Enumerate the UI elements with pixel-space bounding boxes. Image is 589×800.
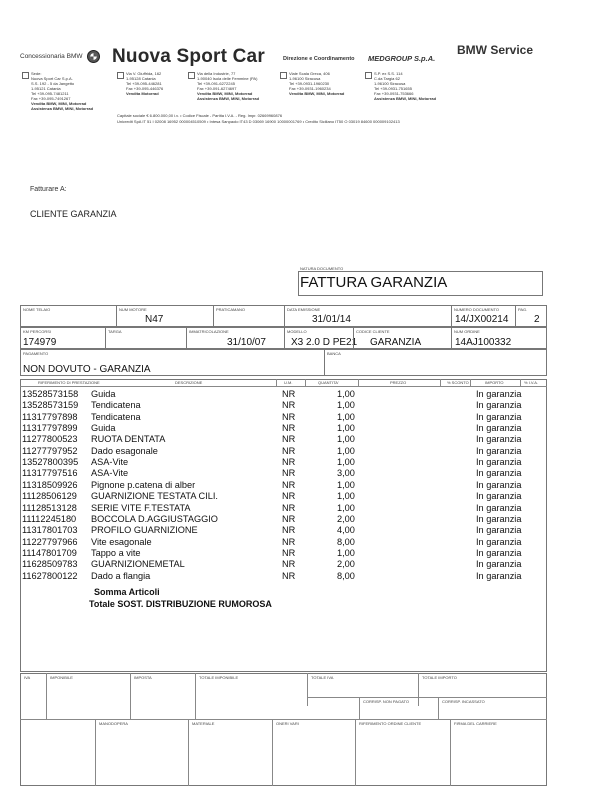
doc-type-caption: NATURA DOCUMENTO [300,266,344,271]
site-line: 1-95128 Catania [126,76,156,81]
site-line: C.da Targia 62 [374,76,400,81]
data-value: 31/01/14 [312,314,351,325]
item-quantity: 2,00 [337,513,355,524]
item-quantity: 1,00 [337,411,355,422]
immatricolazione-label: IMMATRICOLAZIONE [189,329,229,334]
item-unit: NR [282,423,296,434]
item-ref: 11128513128 [22,502,77,513]
banca-label: BANCA [327,351,341,356]
site-block-3 [188,71,278,101]
site-line: 1-90040 Isola delle Femmine (PA) [197,76,258,81]
footer-label-manodopera: MANODOPERA [99,721,128,726]
site-lines-2 [126,71,187,96]
footer-label-tot-imponibile: TOTALE IMPONIBILE [199,675,239,680]
item-quantity: 1,00 [337,502,355,513]
col-divider [305,379,306,386]
footer-label-imposta: IMPOSTA [134,675,152,680]
table-row [20,434,540,445]
footer-label-oneri: ONERI VARI [276,721,299,726]
immatricolazione-cell [186,327,285,349]
col-header-importo: IMPORTO [485,380,504,385]
footer-label-non-pagato: CORRISP. NON PAGATO [363,699,409,704]
item-ref: 11147801709 [22,547,77,558]
km-value: 174979 [23,337,57,348]
item-amount: In garanzia [476,457,522,468]
item-amount: In garanzia [476,491,522,502]
item-description: Dado a flangia [91,570,151,581]
item-description: GUARNIZIONE TESTATA CILI. [91,491,218,502]
item-amount: In garanzia [476,525,522,536]
numero-label: NUMERO DOCUMENTO [454,307,500,312]
site-line: Tel +39-095-7481211 [31,91,69,96]
table-row [20,423,540,434]
site-lines-1 [31,71,114,111]
num-ordine-value: 14AJ100332 [455,337,512,348]
customer-name: CLIENTE GARANZIA [30,209,117,219]
item-unit: NR [282,389,296,399]
item-description: Tendicatena [91,400,141,411]
col-divider [358,379,359,386]
item-description: Pignone p.catena di alber [91,479,196,490]
item-ref: 11112245180 [22,513,77,524]
item-amount: In garanzia [476,570,522,581]
item-amount: In garanzia [476,389,522,399]
footer-label-tot-iva: TOTALE IVA [311,675,334,680]
site-line: Tel +39-0931-751655 [374,86,412,91]
table-row [20,400,540,411]
footer-divider [272,719,273,786]
footer-label-incassato: CORRISP. INCASSATO [442,699,485,704]
item-amount: In garanzia [476,434,522,445]
item-description: Guida [91,389,116,399]
item-quantity: 1,00 [337,547,355,558]
banca-cell [324,349,547,376]
footer-divider [438,697,439,720]
summary-line-2: Totale SOST. DISTRIBUZIONE RUMOROSA [89,599,272,609]
bank-line: Unicredit SpA IT 51 I 02008 16952 000004510509 • Intesa Sanpaolo IT43 D 03069 16900 10000001769 • Credito Siciliano IT50 O 03019 84600 000009102413 [117,119,400,124]
codice-cliente-cell [353,327,452,349]
checkbox-icon [188,72,195,79]
table-row [20,514,540,525]
item-description: RUOTA DENTATA [91,434,166,445]
site-lines-3 [197,71,278,101]
col-header-iva: % I.V.A. [524,380,539,385]
pratica-label: PRATICAMANO [216,307,246,312]
site-line: Via V. Giuffrida, 162 [126,71,162,76]
site-line: Vendita BMW, MINI, Motorrad [289,91,345,96]
item-description: Tendicatena [91,411,141,422]
table-row [20,446,540,457]
num-motore-value: N47 [145,314,164,325]
item-amount: In garanzia [476,468,522,479]
item-ref: 11227797966 [22,536,78,547]
footer-box [20,673,547,786]
col-header-desc: DESCRIZIONE [175,380,203,385]
pagamento-cell [20,349,325,376]
item-quantity: 1,00 [337,445,355,456]
table-row [20,480,540,491]
footer-divider [359,697,360,720]
bmw-service-label: BMW Service [457,43,534,57]
item-amount: In garanzia [476,502,522,513]
km-label: KM PERCORSI [23,329,52,334]
item-quantity: 1,00 [337,389,355,399]
col-header-prezzo: PREZZO [390,380,407,385]
footer-hline [20,719,547,720]
data-cell [284,305,452,327]
item-quantity: 1,00 [337,434,355,445]
item-unit: NR [282,536,296,547]
item-amount: In garanzia [476,547,522,558]
footer-divider [307,673,308,706]
item-unit: NR [282,434,296,445]
checkbox-icon [365,72,372,79]
item-unit: NR [282,491,296,502]
item-unit: NR [282,457,296,468]
direzione-label: Direzione e Coordinamento [283,56,355,62]
targa-cell [105,327,187,349]
pag-value: 2 [534,314,540,325]
table-row [20,503,540,514]
item-quantity: 1,00 [337,400,355,411]
site-line: Fax +39-091-6274697 [197,86,237,91]
site-line: S.P. ex S.S. 114 [374,71,403,76]
pratica-cell [213,305,285,327]
codice-cliente-value: GARANZIA [370,337,422,348]
col-header-ref: RIFERIMENTO DI PRESTAZIONE [38,380,100,385]
concessionaria-label: Concessionaria BMW [20,53,83,60]
item-amount: In garanzia [476,513,522,524]
footer-divider [195,673,196,720]
table-row [20,491,540,502]
num-motore-cell [116,305,214,327]
site-line: Tel +39-0931-1960230 [289,81,330,86]
table-row [20,468,540,479]
site-lines-4 [289,71,364,96]
table-row [20,412,540,423]
nome-telaio-cell [20,305,117,327]
site-line: Sede: [31,71,42,76]
footer-divider [95,719,96,786]
item-quantity: 1,00 [337,423,355,434]
item-description: PROFILO GUARNIZIONE [91,525,198,536]
item-description: BOCCOLA D.AGGIUSTAGGIO [91,513,218,524]
item-quantity: 4,00 [337,525,355,536]
item-description: Dado esagonale [91,445,158,456]
item-ref: 13527800395 [22,457,79,468]
site-line: Tel +39-095-446281 [126,81,162,86]
item-unit: NR [282,513,296,524]
numero-value: 14/JX00214 [455,314,509,325]
item-unit: NR [282,411,296,422]
item-unit: NR [282,547,296,558]
table-row [20,559,540,570]
checkbox-icon [22,72,29,79]
item-quantity: 1,00 [337,479,355,490]
footer-divider [355,719,356,786]
num-ordine-cell [451,327,547,349]
item-ref: 11628509783 [22,559,78,570]
item-quantity: 8,00 [337,536,355,547]
site-line: Assistenza BMW, MINI, Motorrad [374,96,437,101]
footer-divider [46,673,47,720]
item-amount: In garanzia [476,479,522,490]
pag-cell [515,305,547,327]
pagamento-label: PAGAMENTO [23,351,49,356]
table-row [20,457,540,468]
site-line: 1-95121 Catania [31,86,61,91]
table-row [20,537,540,548]
num-ordine-label: NUM ORDINE [454,329,480,334]
site-lines-5 [374,71,453,101]
item-description: Guida [91,423,116,434]
item-unit: NR [282,502,296,513]
site-block-1 [22,71,114,111]
site-line: Nuova Sport Car S.p.A. [31,76,73,81]
checkbox-icon [280,72,287,79]
modello-label: MODELLO [287,329,307,334]
pag-label: PAG. [518,307,528,312]
col-header-sconto: % SCONTO [447,380,469,385]
item-amount: In garanzia [476,411,522,422]
doc-type-title: FATTURA GARANZIA [300,274,448,291]
footer-label-tot-importo: TOTALE IMPORTO [422,675,457,680]
item-ref: 11318509926 [22,479,78,490]
site-line: Assistenza BMW, MINI, Motorrad [31,106,94,111]
site-block-2 [117,71,187,96]
item-unit: NR [282,570,296,581]
footer-label-materiale: MATERIALE [192,721,215,726]
footer-divider [418,673,419,706]
site-block-5 [365,71,453,101]
item-ref: 13528573159 [22,400,79,411]
site-line: Vendita BMW, MINI, Motorrad [31,101,87,106]
footer-divider [450,719,451,786]
pagamento-value: NON DOVUTO - GARANZIA [23,364,151,375]
site-line: Via della Industrie, 77 [197,71,236,76]
item-amount: In garanzia [476,423,522,434]
site-line: 1-96100 Siracusa [289,76,321,81]
footer-label-rif-ordine: RIFERIMENTO ORDINE CLIENTE [359,721,422,726]
item-amount: In garanzia [476,400,522,411]
item-unit: NR [282,445,296,456]
capital-line: Capitale sociale € 6.800.000,00 i.v. • Codice Fiscale - Partita I.V.A. - Reg. Impr. 02669960876 [117,113,283,118]
site-line: Fax +39-0931-1960234 [289,86,331,91]
site-line: Vendita Motorrad [126,91,159,96]
item-amount: In garanzia [476,536,522,547]
item-amount: In garanzia [476,559,522,570]
item-ref: 11277797952 [22,445,78,456]
item-ref: 11317797899 [22,423,78,434]
col-divider [440,379,441,386]
item-description: SERIE VITE F.TESTATA [91,502,191,513]
item-description: Tappo a vite [91,547,141,558]
col-header-qty: QUANTITA' [318,380,339,385]
item-ref: 11627800122 [22,570,78,581]
checkbox-icon [117,72,124,79]
item-unit: NR [282,468,296,479]
site-line: Tel +39-091-6272245 [197,81,235,86]
col-header-um: U.M. [284,380,293,385]
item-quantity: 1,00 [337,457,355,468]
site-line: S.S. 192 - 5 da Jangetto [31,81,75,86]
fatturare-label: Fatturare A: [30,186,67,193]
item-quantity: 2,00 [337,559,355,570]
item-unit: NR [282,525,296,536]
site-line: Fax +39-095-7491267 [31,96,71,101]
item-description: ASA-Vite [91,457,129,468]
fields-row-3 [20,349,547,376]
item-ref: 11317801703 [22,525,78,536]
site-line: Vendita BMW, MINI, Motorrad [197,91,253,96]
table-header-line [20,386,547,387]
item-amount: In garanzia [476,445,522,456]
item-quantity: 1,00 [337,491,355,502]
company-name: Nuova Sport Car [112,46,265,67]
footer-divider [130,673,131,720]
site-line: Fax +39-095-446376 [126,86,164,91]
targa-label: TARGA [108,329,122,334]
item-unit: NR [282,479,296,490]
site-block-4 [280,71,364,96]
site-line: Fax +39-0931-753666 [374,91,414,96]
item-ref: 11128506129 [22,491,77,502]
item-description: Vite esagonale [91,536,152,547]
col-divider [276,379,277,386]
num-motore-label: NUM MOTORE [119,307,147,312]
data-label: DATA EMISSIONE [287,307,321,312]
footer-label-imponibile: IMPONIBILE [50,675,73,680]
item-ref: 11317797898 [22,411,78,422]
item-ref: 13528573158 [22,389,79,399]
site-line: Assistenza BMW, MINI, Motorrad [197,96,260,101]
site-line: 1-96100 Siracusa [374,81,406,86]
item-ref: 11317797516 [22,468,78,479]
table-row [20,389,540,400]
footer-label-firma: FIRMA DEL CARRIERE [454,721,497,726]
footer-divider [188,719,189,786]
site-line: Viale Scala Greca, 406 [289,71,330,76]
item-quantity: 8,00 [337,570,355,581]
immatricolazione-value: 31/10/07 [227,337,266,348]
numero-cell [451,305,516,327]
item-ref: 11277800523 [22,434,78,445]
modello-value: X3 2.0 D PE21 [291,337,358,348]
table-row [20,571,540,582]
table-row [20,525,540,536]
medgroup-logo: MEDGROUP S.p.A. [368,54,436,63]
summary-line-1: Somma Articoli [94,587,160,597]
bmw-logo-icon [87,50,100,63]
nome-telaio-label: NOME TELAIO [23,307,51,312]
item-unit: NR [282,559,296,570]
table-row [20,548,540,559]
item-unit: NR [282,400,296,411]
col-divider [520,379,521,386]
item-description: GUARNIZIONEMETAL [91,559,185,570]
item-description: ASA-Vite [91,468,129,479]
item-quantity: 3,00 [337,468,355,479]
footer-hline [307,697,547,698]
modello-cell [284,327,358,349]
footer-label-iva: IVA [24,675,31,680]
fields-row-2 [20,327,547,349]
codice-cliente-label: CODICE CLIENTE [356,329,390,334]
col-divider [470,379,471,386]
km-cell [20,327,106,349]
fields-row-1 [20,305,547,327]
